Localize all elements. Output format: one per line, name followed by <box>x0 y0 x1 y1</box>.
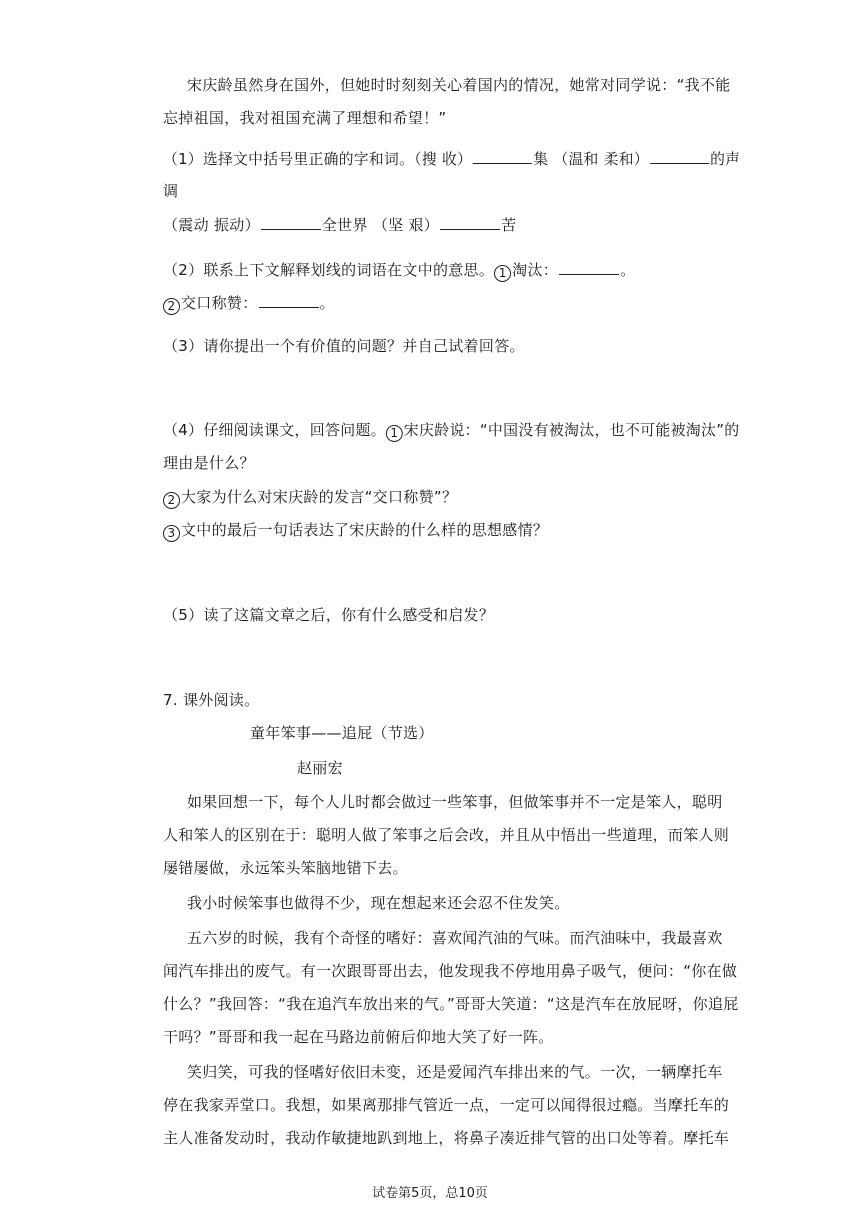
question-1-prefix: （1）选择文中括号里正确的字和词。（搜 收） <box>163 150 473 168</box>
answer-blank[interactable] <box>473 148 532 164</box>
reading-paragraph-line: 闻汽车排出的废气。有一次跟哥哥出去，他发现我不停地用鼻子吸气，便问：“你在做 <box>163 962 738 980</box>
question-4-line <box>163 420 740 442</box>
answer-blank[interactable] <box>259 292 319 308</box>
question-1-text: 全世界 （坚 艰） <box>321 216 440 234</box>
question-1-text: 的声 <box>710 150 741 168</box>
circled-number: 2 <box>163 298 180 315</box>
question-4-line <box>163 487 457 509</box>
reading-paragraph-line: 笑归笑，可我的怪嗜好依旧未变，还是爱闻汽车排出来的气。一次，一辆摩托车 <box>187 1063 723 1081</box>
question-1-line <box>163 214 516 235</box>
reading-paragraph-line: 停在我家弄堂口。我想，如果离那排气管近一点，一定可以闻得很过瘾。当摩托车的 <box>163 1096 730 1114</box>
reading-paragraph-line: 如果回想一下，每个人儿时都会做过一些笨事，但做笨事并不一定是笨人，聪明 <box>187 793 723 811</box>
question-3: （3）请你提出一个有价值的问题？并自己试着回答。 <box>163 337 525 355</box>
question-4-text: 宋庆龄说：“中国没有被淘汰，也不可能被淘汰”的 <box>403 421 740 439</box>
answer-blank[interactable] <box>440 214 500 230</box>
question-2-line <box>163 259 635 282</box>
question-1-line: 调 <box>163 182 179 200</box>
question-2-item-label: 交口称赞： <box>181 294 258 312</box>
passage-line: 忘掉祖国，我对祖国充满了理想和希望！” <box>163 109 447 127</box>
question-4-line: 理由是什么？ <box>163 454 255 472</box>
question-5: （5）读了这篇文章之后，你有什么感受和启发？ <box>163 606 495 624</box>
reading-paragraph-line: 人和笨人的区别在于：聪明人做了笨事之后会改，并且从中悟出一些道理，而笨人则 <box>163 826 730 844</box>
question-4-prefix: （4）仔细阅读课文，回答问题。 <box>163 421 386 439</box>
reading-paragraph-line: 什么？”我回答：“我在追汽车放出来的气。”哥哥大笑道：“这是汽车在放屁呀，你追屁 <box>163 995 739 1013</box>
question-1-line <box>163 148 740 169</box>
reading-paragraph-line: 主人准备发动时，我动作敏捷地趴到地上，将鼻子凑近排气管的出口处等着。摩托车 <box>163 1129 730 1147</box>
question-4-text: 文中的最后一句话表达了宋庆龄的什么样的思想感情？ <box>181 521 549 539</box>
reading-paragraph-line: 干吗？”哥哥和我一起在马路边前俯后仰地大笑了好一阵。 <box>163 1028 554 1046</box>
circled-number: 1 <box>494 265 511 282</box>
circled-number: 3 <box>163 525 180 542</box>
question-2-text: 。 <box>620 261 636 279</box>
question-7-heading: 7. 课外阅读。 <box>163 691 260 709</box>
answer-blank[interactable] <box>559 259 619 275</box>
answer-blank[interactable] <box>650 148 709 164</box>
reading-author: 赵丽宏 <box>297 759 343 777</box>
question-2-line <box>163 292 335 315</box>
reading-paragraph-line: 我小时候笨事也做得不少，现在想起来还会忍不住发笑。 <box>187 894 570 912</box>
reading-paragraph-line: 屡错屡做，永远笨头笨脑地错下去。 <box>163 859 408 877</box>
circled-number: 2 <box>163 492 180 509</box>
question-1-text: 集 （温和 柔和） <box>533 150 649 168</box>
question-1-text: 苦 <box>501 216 517 234</box>
reading-title: 童年笨事——追屁（节选） <box>250 724 434 742</box>
answer-blank[interactable] <box>261 214 321 230</box>
reading-paragraph-line: 五六岁的时候，我有个奇怪的嗜好：喜欢闻汽油的气味。而汽油味中，我最喜欢 <box>187 929 723 947</box>
question-2-item-label: 淘汰： <box>512 261 559 279</box>
question-4-line <box>163 520 548 542</box>
question-4-text: 大家为什么对宋庆龄的发言“交口称赞”？ <box>181 488 458 506</box>
passage-line: 宋庆龄虽然身在国外，但她时时刻刻关心着国内的情况，她常对同学说：“我不能 <box>187 76 731 94</box>
circled-number: 1 <box>386 425 403 442</box>
question-2-text: 。 <box>319 294 335 312</box>
question-2-prefix: （2）联系上下文解释划线的词语在文中的意思。 <box>163 261 495 279</box>
page-footer: 试卷第5页，总10页 <box>372 1186 488 1201</box>
question-1-text: （震动 振动） <box>163 216 260 234</box>
